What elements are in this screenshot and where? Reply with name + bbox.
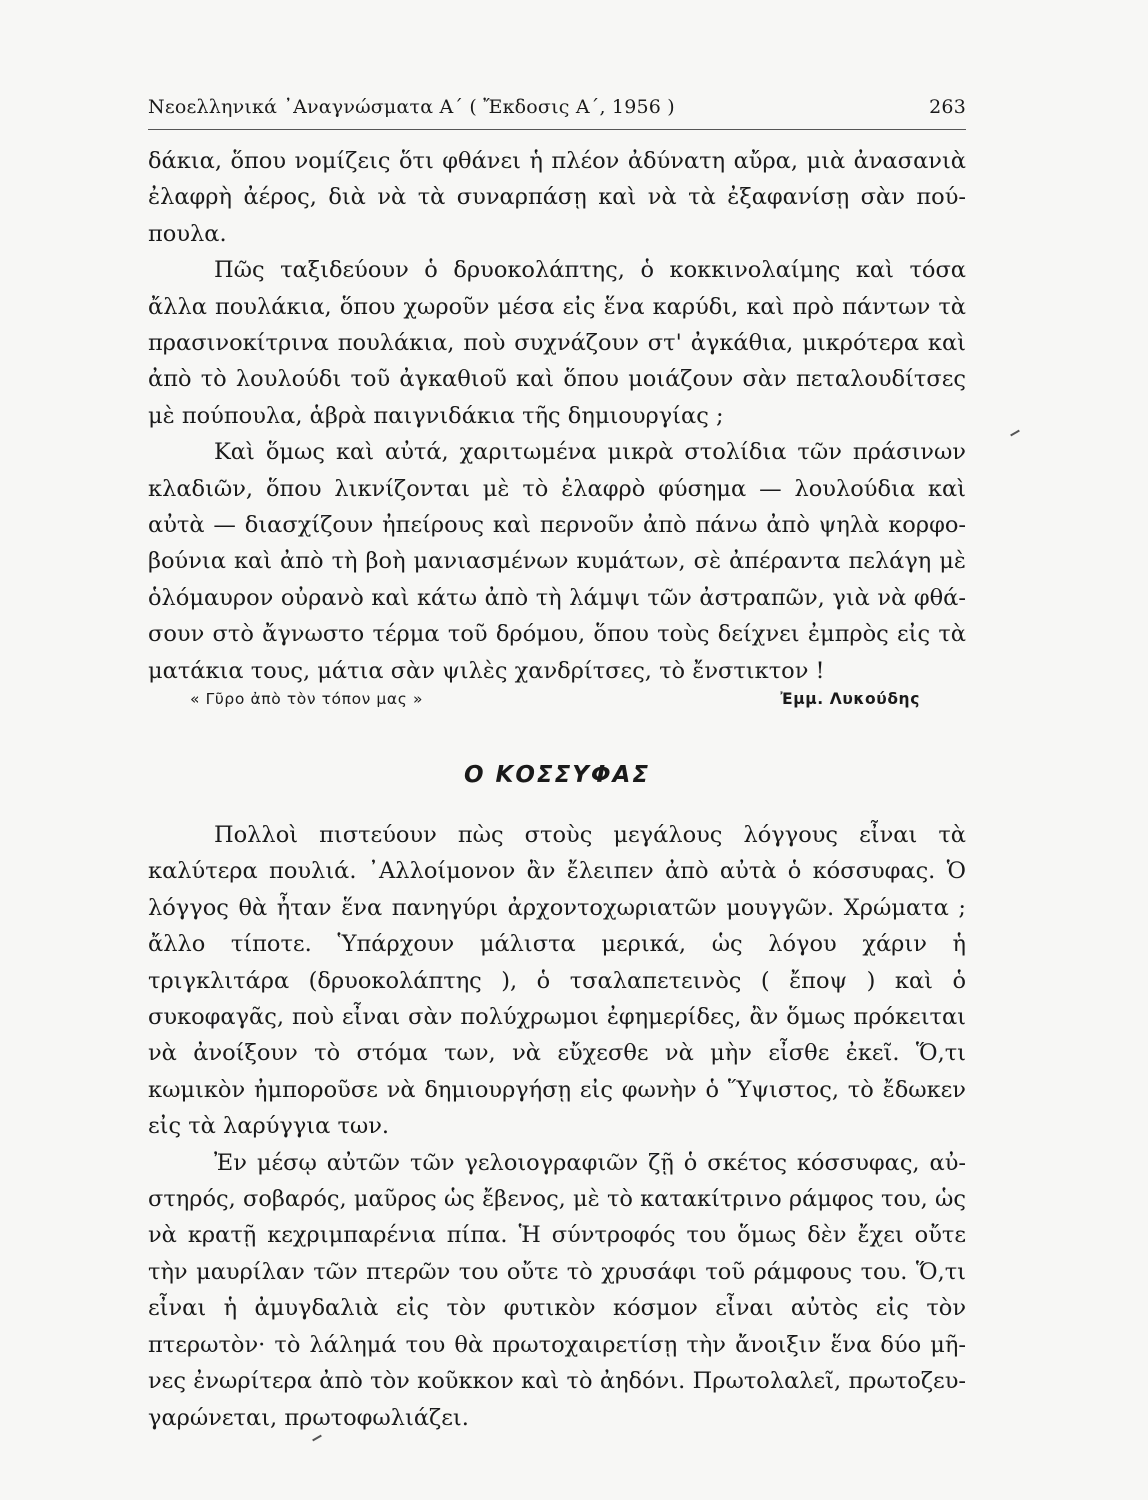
passage-1 [148, 143, 966, 689]
attribution [190, 690, 920, 708]
running-title: Νεοελληνικά ᾿Αναγνώσματα Α΄ ( Ἔκδοσις Α΄, 1956 ) [148, 96, 675, 118]
section-title: Ο ΚΟΣΣΥΦΑΣ [463, 762, 651, 788]
header-rule [148, 129, 966, 130]
paragraph: δάκια, ὅπου νομίζεις ὅτι φθάνει ἡ πλέον ἀδύνατη αὔρα, μιὰ ἀνασανιὰ ἐλαφρὴ ἀέρος, διὰ νὰ τὰ συναρπάσῃ καὶ νὰ τὰ ἐξαφανίσῃ σὰν πούπουλα. [148, 148, 966, 247]
author-name: Ἐμμ. Λυκούδης [780, 690, 920, 708]
passage-2 [148, 817, 966, 1436]
paragraph: Πῶς ταξιδεύουν ὁ δρυοκολάπτης, ὁ κοκκινολαίμης καὶ τόσα ἄλλα πουλάκια, ὅπου χωροῦν μέσα εἰς ἕνα καρύδι, καὶ πρὸ πάντων τὰ πρασινοκίτρινα πουλάκια, ποὺ συχνάζουν στ' ἀγκάθια, μικρότερα καὶ ἀπὸ τὸ λουλούδι τοῦ ἀγκαθιοῦ καὶ ὅπου μοιάζουν σὰν πεταλουδίτσες μὲ πούπουλα, ἁβρὰ παιγνιδάκια τῆς δημιουργίας ; [148, 257, 966, 429]
source-title: « Γῦρο ἀπὸ τὸν τόπον μας » [190, 690, 424, 708]
page-number: 263 [929, 96, 966, 118]
print-speck [1010, 430, 1020, 437]
paragraph: Καὶ ὅμως καὶ αὐτά, χαριτωμένα μικρὰ στολίδια τῶν πράσινων κλαδιῶν, ὅπου λικνίζονται μὲ τὸ ἐλαφρὸ φύσημα — λουλούδια καὶ αὐτὰ — διασχίζουν ἠπείρους καὶ περνοῦν ἀπὸ πάνω ἀπὸ ψηλὰ κορφοβούνια καὶ ἀπὸ τὴ βοὴ μανιασμένων κυμάτων, σὲ ἀπέραντα πελάγη μὲ ὁλόμαυρον οὐρανὸ καὶ κάτω ἀπὸ τὴ λάμψι τῶν ἀστραπῶν, γιὰ νὰ φθάσουν στὸ ἄγνωστο τέρμα τοῦ δρόμου, ὅπου τοὺς δείχνει ἐμπρὸς εἰς τὰ ματάκια τους, μάτια σὰν ψιλὲς χανδρίτσες, τὸ ἔνστικτον ! [148, 439, 966, 684]
paragraph: Ἐν μέσῳ αὐτῶν τῶν γελοιογραφιῶν ζῇ ὁ σκέτος κόσσυφας, αὐστηρός, σοβαρός, μαῦρος ὡς ἔβενος, μὲ τὸ κατακίτρινο ράμφος του, ὡς νὰ κρατῇ κεχριμπαρένια πίπα. Ἡ σύντροφός του ὅμως δὲν ἔχει οὔτε τὴν μαυρίλαν τῶν πτερῶν του οὔτε τὸ χρυσάφι τοῦ ράμφους του. Ὅ,τι εἶναι ἡ ἀμυγδαλιὰ εἰς τὸν φυτικὸν κόσμον εἶναι αὐτὸς εἰς τὸν πτερωτὸν· τὸ λάλημά του θὰ πρωτοχαιρετίσῃ τὴν ἄνοιξιν ἕνα δύο μῆνες ἐνωρίτερα ἀπὸ τὸν κοῦκκον καὶ τὸ ἀηδόνι. Πρωτολαλεῖ, πρωτοζευγαρώνεται, πρωτοφωλιάζει. [148, 1149, 966, 1431]
paragraph: Πολλοὶ πιστεύουν πὼς στοὺς μεγάλους λόγγους εἶναι τὰ καλύτερα πουλιά. ᾿Αλλοίμονον ἂν ἔλειπεν ἀπὸ αὐτὰ ὁ κόσσυφας. Ὁ λόγγος θὰ ἦταν ἕνα πανηγύρι ἀρχοντοχωριατῶν μουγγῶν. Χρώματα ; ἄλλο τίποτε. Ὑπάρχουν μάλιστα μερικά, ὡς λόγου χάριν ἡ τριγκλιτάρα (δρυοκολάπτης ), ὁ τσαλαπετεινὸς ( ἔποψ ) καὶ ὁ συκοφαγᾶς, ποὺ εἶναι σὰν πολύχρωμοι ἐφημερίδες, ἂν ὅμως πρόκειται νὰ ἀνοίξουν τὸ στόμα των, νὰ εὔχεσθε νὰ μὴν εἶσθε ἐκεῖ. Ὅ,τι κωμικὸν ἠμποροῦσε νὰ δημιουργήσῃ εἰς φωνὴν ὁ Ὕψιστος, τὸ ἔδωκεν εἰς τὰ λαρύγγια των. [148, 822, 966, 1140]
running-head [148, 96, 966, 126]
